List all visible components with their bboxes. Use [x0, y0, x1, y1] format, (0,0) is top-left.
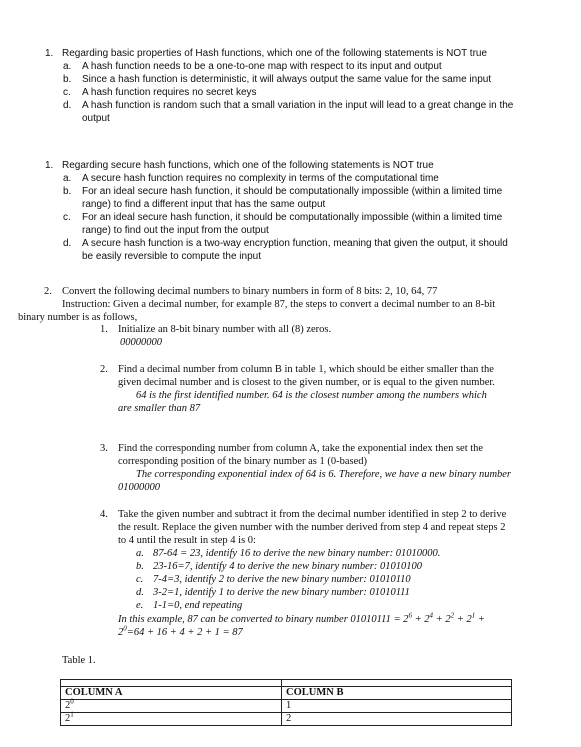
option-b: b. Since a hash function is deterministic, it will always output the same value for the same input [63, 74, 492, 85]
table-caption: Table 1. [62, 655, 96, 666]
sub-step-c: c. 7-4=3, identify 2 to derive the new binary number: 01010110 [136, 574, 411, 585]
example-conclusion: In this example, 87 can be converted to binary number $01010111 = 2^6 + 2^4 + 2^2 + 2^1$ + $2^0=64 + 16 + 4 + 2 + 1 = 87$ [118, 611, 485, 638]
instruction-text: Instruction: Given a decimal number, for example 87, the steps to convert a decimal number to an 8-bit binary number is as follows, [18, 299, 496, 323]
step-note: 64 is the first identified number. 64 is the closest number among the numbers which are smaller than 87 [118, 390, 487, 414]
question-1-basic [45, 47, 535, 125]
option-d: d. A hash function is random such that a small variation in the input will lead to a great change in the output [63, 100, 514, 124]
sub-step-e: e. 1-1=0, end repeating [136, 600, 243, 611]
question-number: 1. [45, 48, 54, 59]
option-d: d. A secure hash function is a two-way encryption function, meaning that given the output, it should be easily reversible to compute the input [63, 238, 508, 262]
option-b: b. For an ideal secure hash function, it should be computationally impossible (within a limited time range) to find a different input that has the same output [63, 186, 503, 210]
question-number: 2. [44, 286, 52, 297]
step-1: 1. Initialize an 8-bit binary number with all (8) zeros. 00000000 [100, 323, 515, 349]
step-2: 2. Find a decimal number from column B in table 1, which should be either smaller than the given decimal number and is closest to the given number, or is equal to the given number. 64 is the first identified number. 64 is the closest number among the numbers which are smaller than 87 [100, 363, 515, 415]
sub-step-d: d. 3-2=1, identify 1 to derive the new binary number: 01010111 [136, 587, 410, 598]
option-c: c. A hash function requires no secret keys [63, 87, 257, 98]
option-a: a. A hash function needs to be a one-to-one map with respect to its input and output [63, 61, 442, 72]
binary-table [60, 679, 512, 726]
step-3: 3. Find the corresponding number from column A, take the exponential index then set the corresponding position of the binary number as 1 (0-based) The corresponding exponential index of 64 is 6. Therefore, we have a new binary number 01000000 [100, 442, 515, 494]
question-stem: Convert the following decimal numbers to binary numbers in form of 8 bits: 2, 10, 64, 77 [62, 286, 438, 297]
step-4: 4. Take the given number and subtract it from the decimal number identified in step 2 to derive the result. Replace the given number with the number derived from step 4 and repeat steps 2 to 4 until the result in step 4 is 0: [100, 509, 507, 546]
step-note: The corresponding exponential index of 64 is 6. Therefore, we have a new binary number 01000000 [118, 469, 512, 493]
option-a: a. A secure hash function requires no complexity in terms of the computational time [63, 173, 439, 184]
question-stem: Regarding secure hash functions, which one of the following statements is NOT true [62, 160, 434, 171]
sub-step-a: a. 87-64 = 23, identify 16 to derive the new binary number: 01010000. [136, 548, 441, 559]
question-stem: Regarding basic properties of Hash functions, which one of the following statements is NOT true [62, 48, 488, 59]
question-1-secure [45, 159, 535, 263]
question-number: 1. [45, 160, 54, 171]
column-a-header: COLUMN A [61, 687, 282, 700]
sub-step-b: b. 23-16=7, identify 4 to derive the new binary number: 01010100 [136, 561, 422, 572]
table-row: $2^1$ 2 [61, 713, 512, 726]
step-note: 00000000 [120, 337, 162, 348]
question-2 [18, 285, 523, 324]
option-c: c. For an ideal secure hash function, it should be computationally impossible (within a limited time range) to find out the input from the output [63, 212, 503, 236]
column-b-header: COLUMN B [282, 687, 512, 700]
table-row: $2^0$ 1 [61, 700, 512, 713]
sub-steps [136, 547, 516, 612]
